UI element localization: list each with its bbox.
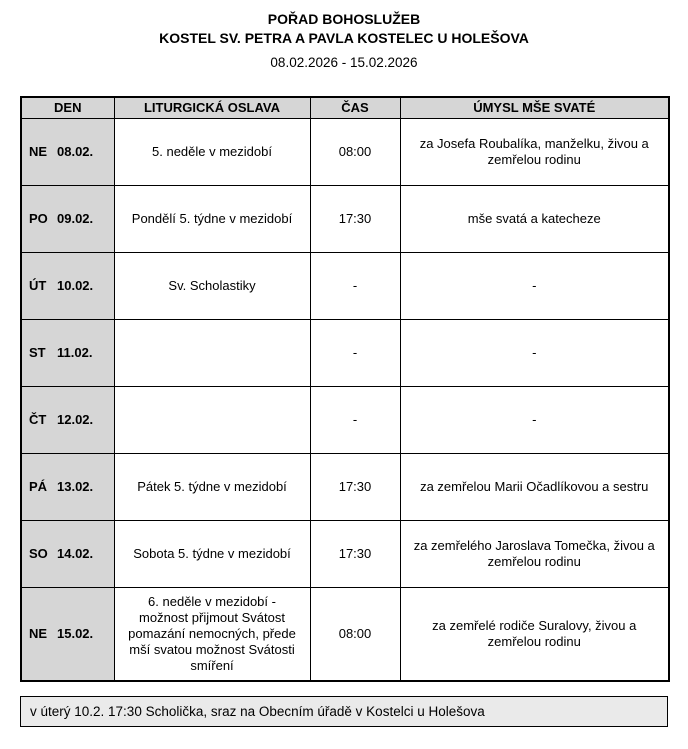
day-cell [21, 587, 114, 681]
time-cell: - [310, 386, 400, 453]
intention-cell: za zemřelé rodiče Suralovy, živou a zemřelou rodinu [400, 587, 669, 681]
day-date: 12.02. [57, 412, 94, 427]
day-cell [21, 185, 114, 252]
day-abbrev: PÁ [29, 479, 48, 494]
table-row [21, 118, 669, 185]
day-date: 13.02. [57, 479, 94, 494]
time-cell: 17:30 [310, 185, 400, 252]
celebration-cell: Pondělí 5. týdne v mezidobí [114, 185, 310, 252]
day-date: 10.02. [57, 278, 94, 293]
column-header-umysl: ÚMYSL MŠE SVATÉ [400, 97, 669, 118]
intention-cell: za zemřelého Jaroslava Tomečka, živou a zemřelou rodinu [400, 520, 669, 587]
day-abbrev: ST [29, 345, 46, 360]
day-cell [21, 118, 114, 185]
celebration-cell [114, 319, 310, 386]
intention-cell: - [400, 319, 669, 386]
celebration-cell: 6. neděle v mezidobí - možnost přijmout Svátost pomazání nemocných, přede mší svatou možnost Svátosti smíření [114, 587, 310, 681]
time-cell: 08:00 [310, 587, 400, 681]
day-cell [21, 252, 114, 319]
intention-cell: za zemřelou Marii Očadlíkovou a sestru [400, 453, 669, 520]
day-cell [21, 319, 114, 386]
celebration-cell: Pátek 5. týdne v mezidobí [114, 453, 310, 520]
time-cell: 08:00 [310, 118, 400, 185]
day-date: 08.02. [57, 144, 94, 159]
day-cell [21, 386, 114, 453]
day-abbrev: SO [29, 546, 48, 561]
day-date: 09.02. [57, 211, 94, 226]
day-abbrev: NE [29, 144, 48, 159]
church-name: KOSTEL SV. PETRA A PAVLA KOSTELEC U HOLEŠOVA [159, 30, 529, 46]
time-cell: - [310, 252, 400, 319]
date-range: 08.02.2026 - 15.02.2026 [270, 55, 418, 70]
schedule-table [20, 96, 670, 682]
document-title: POŘAD BOHOSLUŽEB [267, 11, 421, 27]
table-row [21, 252, 669, 319]
document-header [0, 0, 688, 70]
day-abbrev: ČT [29, 412, 47, 427]
day-cell [21, 453, 114, 520]
table-header-row [21, 97, 669, 118]
celebration-cell [114, 386, 310, 453]
time-cell: - [310, 319, 400, 386]
intention-cell: - [400, 252, 669, 319]
day-date: 14.02. [57, 546, 94, 561]
time-cell: 17:30 [310, 453, 400, 520]
table-row [21, 319, 669, 386]
intention-cell: mše svatá a katecheze [400, 185, 669, 252]
celebration-cell: Sv. Scholastiky [114, 252, 310, 319]
day-date: 15.02. [57, 626, 94, 642]
table-row [21, 587, 669, 681]
table-row [21, 520, 669, 587]
footer-note: v úterý 10.2. 17:30 Scholička, sraz na Obecním úřadě v Kostelci u Holešova [20, 696, 668, 727]
column-header-liturgicka-oslava: LITURGICKÁ OSLAVA [114, 97, 310, 118]
intention-cell: - [400, 386, 669, 453]
celebration-cell: Sobota 5. týdne v mezidobí [114, 520, 310, 587]
table-row [21, 453, 669, 520]
table-row [21, 185, 669, 252]
column-header-cas: ČAS [310, 97, 400, 118]
celebration-cell: 5. neděle v mezidobí [114, 118, 310, 185]
day-abbrev: ÚT [29, 278, 47, 293]
table-row [21, 386, 669, 453]
day-abbrev: NE [29, 626, 48, 642]
day-abbrev: PO [29, 211, 48, 226]
column-header-den: DEN [21, 97, 114, 118]
intention-cell: za Josefa Roubalíka, manželku, živou a zemřelou rodinu [400, 118, 669, 185]
day-date: 11.02. [57, 345, 93, 360]
day-cell [21, 520, 114, 587]
time-cell: 17:30 [310, 520, 400, 587]
